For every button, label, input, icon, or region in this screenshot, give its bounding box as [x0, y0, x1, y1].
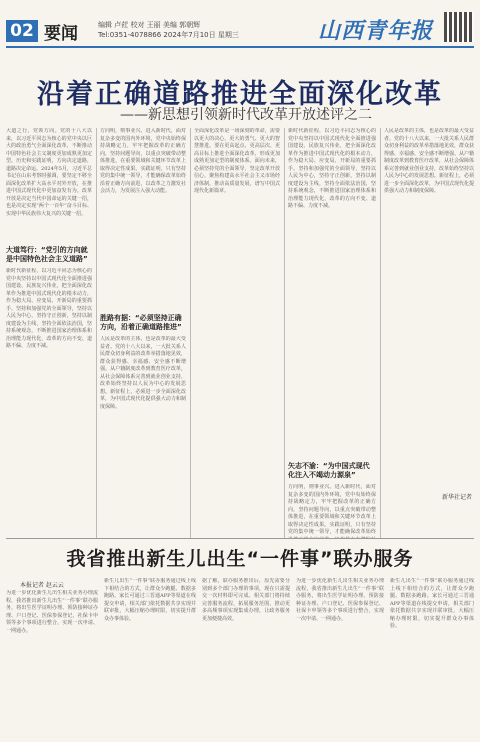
- article-subhead: 矢志不渝：“为中国式现代化注入不竭动力源泉”: [288, 462, 370, 479]
- article-column: 全面深化改革是一场深刻的革命，需要以更大的决心、更大的勇气、更大的智慧推进。要在更高起点、更高层次、更高目标上推进全面深化改革，形成更加成熟更加定型的制度体系。面向未来，必须坚持党的全面领导，坚定改革开放信心，聚焦构建高水平社会主义市场经济体制，推动高质量发展，谱写中国式现代化新篇章。: [194, 128, 280, 194]
- article-column: 人民是改革的主体，也是改革的最大受益者。党的十八大以来，一大批关系人民群众切身利益的改革举措落地见效，群众获得感、幸福感、安全感不断增强。从户籍制度改革到教育医疗改革，从社会保障体系完善到就业创业支持，改革始终坚持以人民为中心的发展思想。新征程上，必须进一步全面深化改革，为中国式现代化提供强大动力和制度保障。: [384, 128, 474, 194]
- column-divider: [284, 128, 285, 538]
- article-subhead: 大道笃行：“党引的方向就是中国特色社会主义道路”: [6, 246, 88, 263]
- section-divider: [6, 538, 474, 539]
- article-headline: 沿着正确道路推进全面深化改革: [37, 79, 443, 110]
- article-subtitle: ——新思想引领新时代改革开放述评之二: [120, 107, 372, 123]
- date-line: Tel:0351-4078866 2024年7月10日 星期三: [98, 31, 239, 39]
- article-column: 方向明，则事业兴。进入新时代，面对复杂多变的国内外环境，党中央始终保持战略定力，牢牢把握改革的正确方向，坚持问题导向，以重点突破带动整体推进，在重要领域和关键环节改革上取得决定性成果。实践证明，只有坚持党的集中统一领导，才能确保改革始终: [288, 484, 376, 535]
- article-column: 为进一步优化新生儿出生相关业务办理流程，我省推出新生儿出生“一件事”联办服务，将出生医学证明办理、预防接种证办理、户口登记、医保参保登记、社保卡申领等多个事项进行整合，实现一次申请、一网通办。: [6, 590, 98, 634]
- article2-headline: 我省推出新生儿出生“一件事”联办服务: [66, 548, 414, 570]
- article-column: 新生儿出生“一件事”联办服务通过线上线下相结合的方式，让群众少跑腿、数据多跑路。家长可通过三晋通APP等渠道在线提交申请，相关部门依托数据共享实现并联审批，大幅压缩办理时限，切实提升群众办事体验。: [390, 578, 474, 629]
- article-column: 大道之行，党领方向。党的十八大以来，以习近平同志为核心的党中央以巨大的政治勇气全面深化改革，不断推动中国特色社会主义制度更加成熟更加定型。历史和实践证明，方向决定道路，道路决定命运。2024年5月，习近平总书记在山东考察时强调，要坚定不移全面深化改革扩大高水平对外开放，在推进中国式现代化中更加奋发有为。改革开放是决定当代中国命运的关键一招，也是决定实现“两个一百年”奋斗目标、实现中华民族伟大复兴的关键一招。: [6, 128, 92, 217]
- article-column: 为进一步优化新生儿出生相关业务办理流程，我省推出新生儿出生“一件事”联办服务，将出生医学证明办理、预防接种证办理、户口登记、医保参保登记、社保卡申领等多个事项进行整合，实现一次申请、一网通办。: [296, 578, 384, 622]
- editor-line: 编辑 卢荭 校对 王丽 美编 郭朝辉: [98, 21, 201, 29]
- article-column: 方向明，则事业兴。进入新时代，面对复杂多变的国内外环境，党中央始终保持战略定力，牢牢把握改革的正确方向，坚持问题导向，以重点突破带动整体推进，在重要领域和关键环节改革上取得决定性成果。实践证明，只有坚持党的集中统一领导，才能确保改革始终沿着正确方向前进，以改革之力激发社会活力，为发展注入强大动能。: [100, 128, 186, 194]
- page-header: [0, 0, 480, 48]
- column-divider: [380, 128, 381, 538]
- qr-code-icon: [444, 12, 474, 42]
- byline: 本报记者 赵云云: [20, 582, 64, 589]
- newspaper-logo: 山西青年报: [318, 18, 434, 44]
- header-rule: [6, 46, 474, 48]
- section-title: 要闻: [44, 24, 78, 44]
- article-subhead: 胜路有据：“必须坚持正确方向，沿着正确道路推进”: [100, 314, 182, 331]
- column-divider: [190, 128, 191, 538]
- article-column: 新时代新征程，以习近平同志为核心的党中央坚持以中国式现代化全面推进强国建设、民族复兴伟业，把全面深化改革作为推进中国式现代化的根本动力，作为稳大局、应变局、开新局的重要抓手。坚持和加强党的全面领导，坚持以人民为中心，坚持守正创新，坚持以制度建设为主线，坚持全面依法治国，坚持系统观念，不断推进国家治理体系和治理能力现代化，改革的方向不变、道路不偏、力度不减。: [6, 268, 92, 349]
- article-column: 人民是改革的主体，也是改革的最大受益者。党的十八大以来，一大批关系人民群众切身利益的改革举措落地见效，群众获得感、幸福感、安全感不断增强。从户籍制度改革到教育医疗改革，从社会保障体系完善到就业创业支持，改革始终坚持以人民为中心的发展思想。新征程上，必须进一步全面深化改革，为中国式现代化提供强大动力和制度保障。: [100, 336, 186, 410]
- reporter-credit: 新华社记者: [441, 494, 472, 501]
- article-column: 新时代新征程，以习近平同志为核心的党中央坚持以中国式现代化全面推进强国建设、民族复兴伟业，把全面深化改革作为推进中国式现代化的根本动力，作为稳大局、应变局、开新局的重要抓手。坚持和加强党的全面领导，坚持以人民为中心，坚持守正创新，坚持以制度建设为主线，坚持全面依法治国，坚持系统观念，不断推进国家治理体系和治理能力现代化，改革的方向不变、道路不偏、力度不减。: [288, 128, 376, 209]
- page-number: 02: [6, 20, 38, 42]
- article-column: 据了解，联办服务推出后，原先需要分别到多个部门办理的事项，现在只需提交一次材料即可完成。相关部门将持续完善服务流程，拓展服务范围，推动更多高频事项实现集成办理，让政务服务更加便捷高效。: [202, 578, 290, 622]
- column-divider: [96, 128, 97, 538]
- article-column: 新生儿出生“一件事”联办服务通过线上线下相结合的方式，让群众少跑腿、数据多跑路。家长可通过三晋通APP等渠道在线提交申请，相关部门依托数据共享实现并联审批，大幅压缩办理时限，切实提升群众办事体验。: [104, 578, 196, 622]
